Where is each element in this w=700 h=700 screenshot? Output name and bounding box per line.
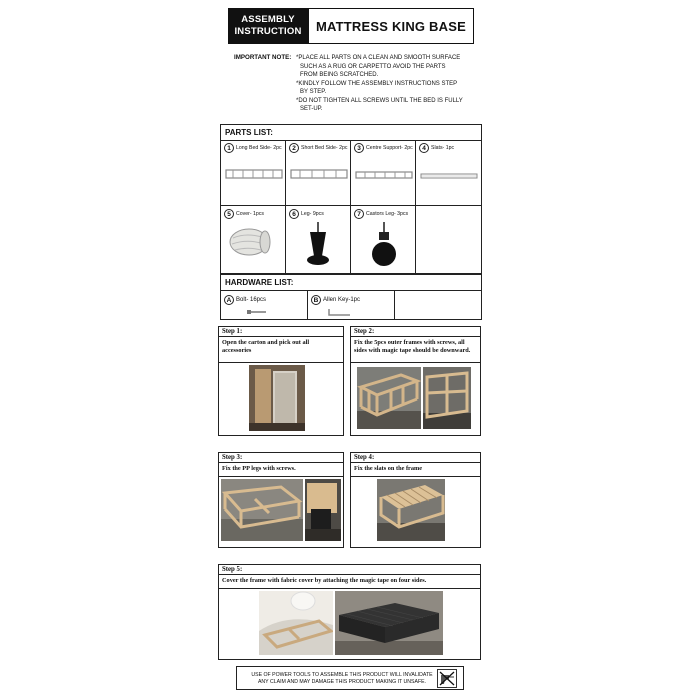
step-title: Step 2: <box>351 327 480 337</box>
hardware-letter: A <box>224 295 234 305</box>
step-title: Step 5: <box>219 565 480 575</box>
part-label: Leg- 9pcs <box>301 211 324 217</box>
short-bed-side-image <box>290 168 348 180</box>
long-bed-side-image <box>225 168 283 180</box>
step-4-photo <box>377 479 445 541</box>
part-long-bed-side <box>221 140 286 206</box>
step-5-photo-covered-base <box>335 591 443 655</box>
hardware-list-heading: HARDWARE LIST: <box>221 275 481 291</box>
no-power-drill-icon <box>437 669 457 688</box>
part-label: Slats- 1pc <box>431 145 455 151</box>
part-label: Long Bed Side- 2pc <box>236 145 282 151</box>
hardware-bolt <box>221 290 308 320</box>
hardware-label: Allen Key-1pc <box>323 297 361 303</box>
step-3-photo-frame <box>221 479 303 541</box>
part-label: Cover- 1pcs <box>236 211 264 217</box>
cover-image <box>227 224 273 260</box>
step-3 <box>218 452 344 548</box>
allen-key-image <box>328 308 352 316</box>
hardware-list <box>220 274 482 320</box>
step-title: Step 1: <box>219 327 343 337</box>
important-note-label: IMPORTANT NOTE: <box>234 54 292 61</box>
note-line: FROM BEING SCRATCHED. <box>300 72 379 78</box>
step-3-photo-legs <box>305 479 341 541</box>
note-line: BY STEP. <box>300 89 327 95</box>
part-castors-leg <box>351 206 416 274</box>
part-slats <box>416 140 481 206</box>
step-1-photo <box>249 365 305 431</box>
step-description: Open the carton and pick out all accessories <box>219 337 343 363</box>
warning-text <box>247 672 437 685</box>
page-title: MATTRESS KING BASE <box>308 8 474 44</box>
part-label: Castors Leg- 3pcs <box>366 211 409 217</box>
badge-line-1: ASSEMBLY <box>241 14 295 25</box>
step-description: Fix the slats on the frame <box>351 463 480 477</box>
part-centre-support <box>351 140 416 206</box>
note-line: *DO NOT TIGHTEN ALL SCREWS UNTIL THE BED IS FULLY <box>296 97 463 104</box>
power-tools-warning <box>236 666 464 690</box>
assembly-instruction-badge <box>228 8 308 44</box>
step-5-photo-cover <box>259 591 333 655</box>
part-short-bed-side <box>286 140 351 206</box>
part-number: 7 <box>354 209 364 219</box>
important-note-text <box>296 54 486 114</box>
part-number: 3 <box>354 143 364 153</box>
note-line: *PLACE ALL PARTS ON A CLEAN AND SMOOTH SURFACE <box>296 55 461 61</box>
centre-support-image <box>355 170 413 180</box>
warning-line: ANY CLAIM AND MAY DAMAGE THIS PRODUCT MAKING IT UNSAFE. <box>257 678 427 685</box>
part-cover <box>221 206 286 274</box>
part-number: 1 <box>224 143 234 153</box>
note-line: *KINDLY FOLLOW THE ASSEMBLY INSTRUCTIONS STEP <box>296 80 458 87</box>
step-title: Step 3: <box>219 453 343 463</box>
hardware-empty-cell <box>395 290 481 320</box>
warning-line: USE OF POWER TOOLS TO ASSEMBLE THIS PRODUCT WILL INVALIDATE <box>251 672 433 678</box>
bolt-image <box>247 309 267 315</box>
step-4 <box>350 452 481 548</box>
castors-leg-image <box>365 220 403 270</box>
step-description: Fix the PP legs with screws. <box>219 463 343 477</box>
step-2 <box>350 326 481 436</box>
step-5 <box>218 564 481 660</box>
hardware-label: Bolt- 16pcs <box>236 297 267 303</box>
part-number: 2 <box>289 143 299 153</box>
step-2-photo-frames <box>357 367 421 429</box>
part-number: 5 <box>224 209 234 219</box>
parts-list <box>220 124 482 274</box>
part-leg <box>286 206 351 274</box>
slats-image <box>420 172 478 180</box>
hardware-allen-key <box>308 290 395 320</box>
part-label: Centre Support- 2pc <box>366 145 413 151</box>
step-title: Step 4: <box>351 453 480 463</box>
part-empty-cell <box>416 206 481 274</box>
part-number: 6 <box>289 209 299 219</box>
note-line: SUCH AS A RUG OR CARPETTO AVOID THE PARTS <box>300 63 446 70</box>
note-line: SET-UP. <box>300 106 323 112</box>
badge-line-2: INSTRUCTION <box>234 26 302 37</box>
parts-list-heading: PARTS LIST: <box>221 125 481 141</box>
step-1 <box>218 326 344 436</box>
step-description: Cover the frame with fabric cover by attaching the magic tape on four sides. <box>219 575 480 589</box>
step-2-photo-corner <box>423 367 471 429</box>
leg-image <box>298 220 338 268</box>
part-label: Short Bed Side- 2pc <box>301 145 348 151</box>
step-description: Fix the 5pcs outer frames with screws, all sides with magic tape should be downward. <box>351 337 480 363</box>
hardware-letter: B <box>311 295 321 305</box>
part-number: 4 <box>419 143 429 153</box>
